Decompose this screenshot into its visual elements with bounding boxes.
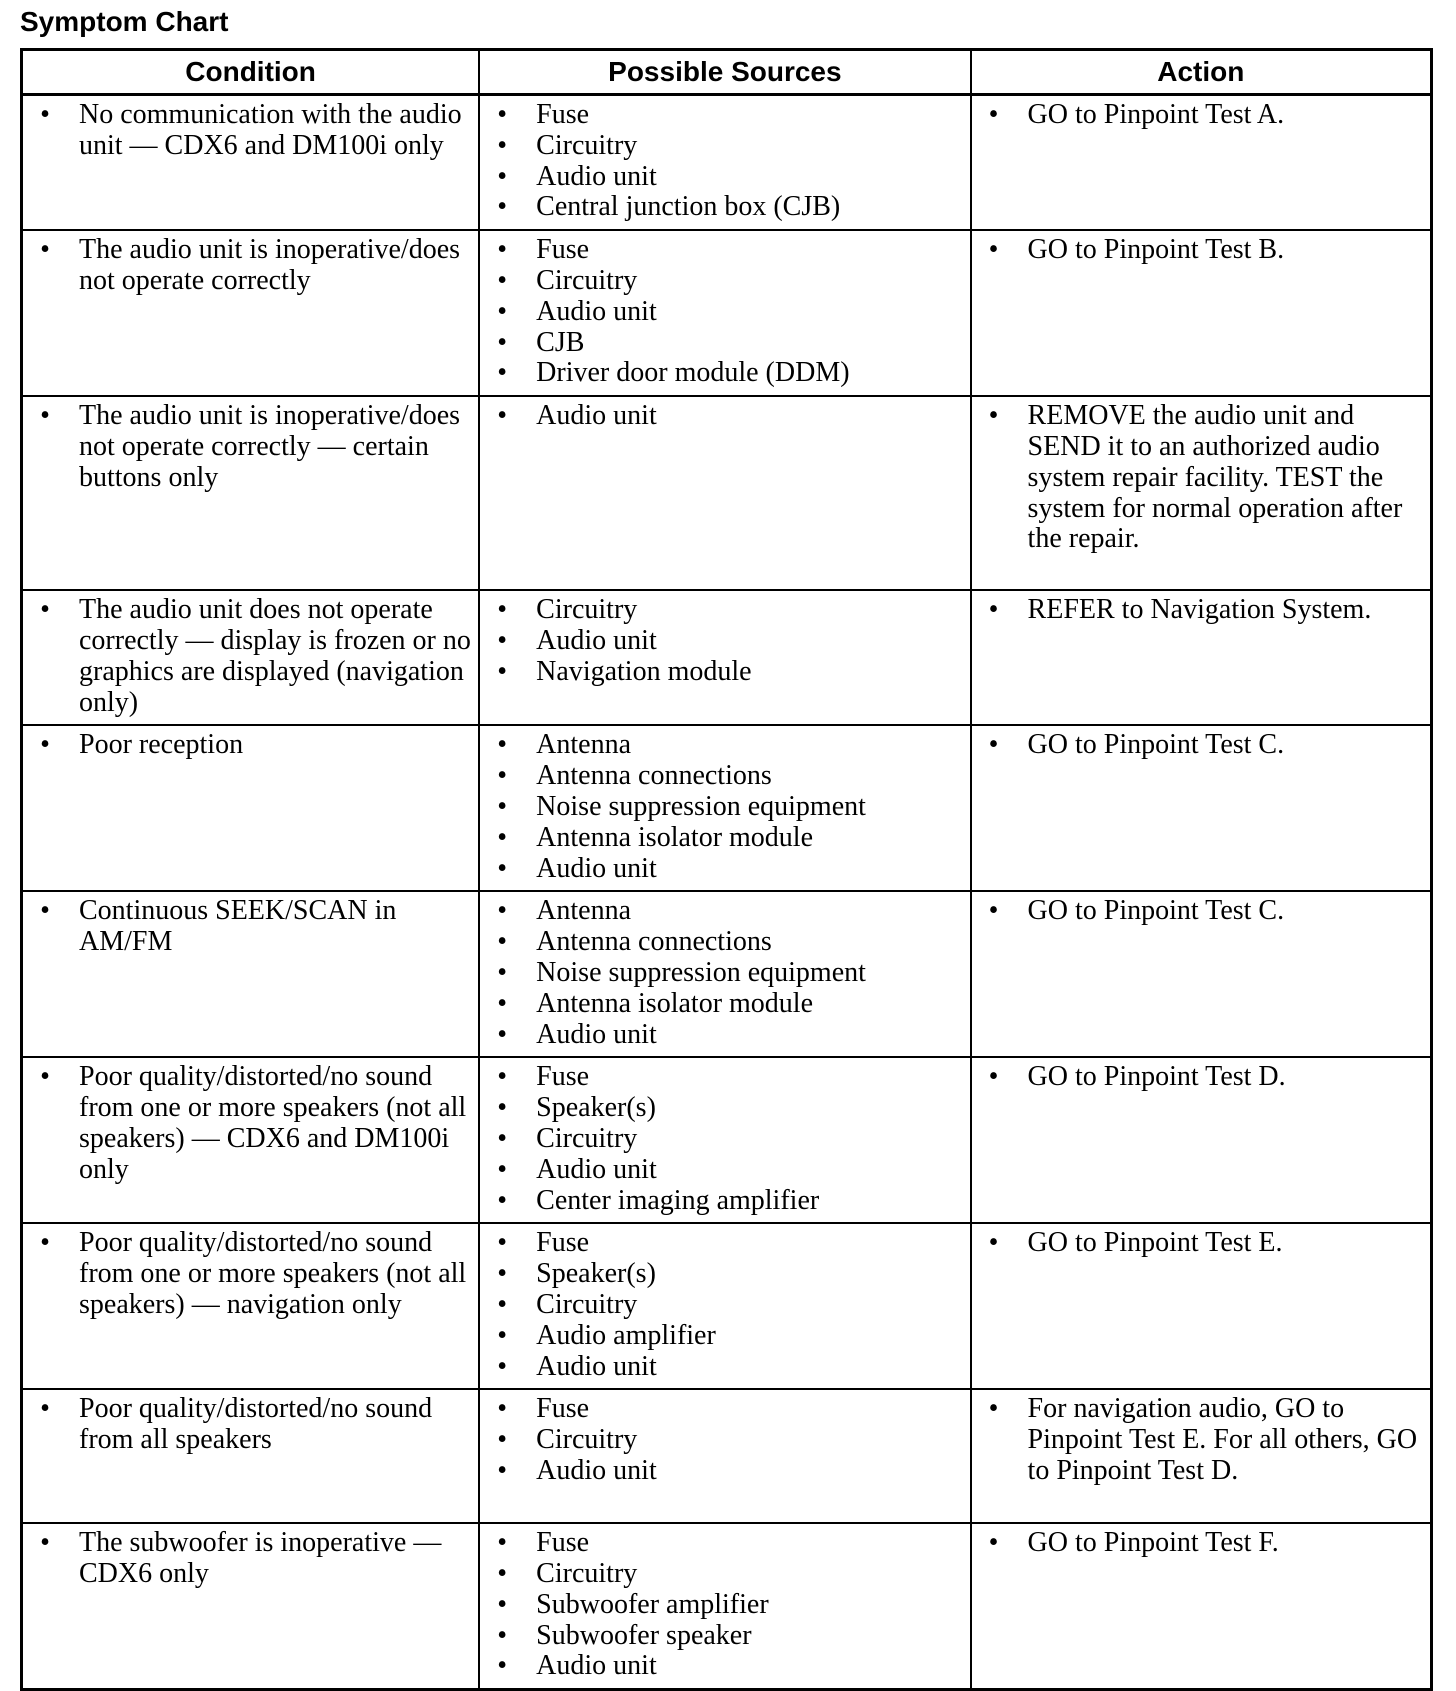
bullet-icon: • (497, 1319, 508, 1351)
bullet-icon: • (497, 1288, 508, 1320)
action-cell (971, 891, 1432, 1057)
sources-text: Circuitry (536, 264, 638, 296)
list-item (982, 1062, 1424, 1093)
table-header-row (22, 50, 1432, 95)
action-text: GO to Pinpoint Test D. (1027, 1061, 1286, 1093)
action-cell (971, 396, 1432, 590)
action-list (972, 1224, 1430, 1265)
list-item (490, 358, 963, 389)
sources-text: CJB (536, 326, 585, 358)
condition-list (23, 591, 478, 724)
list-item (490, 297, 963, 328)
bullet-icon: • (497, 99, 508, 130)
bullet-icon: • (988, 1393, 999, 1425)
sources-cell (479, 891, 970, 1057)
action-cell (971, 95, 1432, 231)
bullet-icon: • (988, 234, 999, 266)
condition-list (23, 1058, 478, 1191)
condition-list (23, 397, 478, 499)
list-item (490, 328, 963, 359)
bullet-icon: • (497, 357, 508, 389)
list-item (490, 1186, 963, 1217)
condition-text: The audio unit is inoperative/does not operate correctly — certain buttons only (79, 400, 461, 493)
action-list (972, 726, 1430, 767)
bullet-icon: • (40, 1061, 50, 1093)
sources-text: Circuitry (536, 1558, 638, 1590)
sources-text: Circuitry (536, 1288, 638, 1320)
bullet-icon: • (497, 1588, 508, 1620)
list-item (490, 1621, 963, 1652)
list-item (490, 1228, 963, 1259)
bullet-icon: • (988, 594, 999, 626)
bullet-icon: • (497, 1061, 508, 1093)
action-text: REMOVE the audio unit and SEND it to an authorized audio system repair facility. TEST the system for normal operation after the repair. (1027, 400, 1403, 555)
list-item (490, 927, 963, 958)
bullet-icon: • (497, 1227, 508, 1259)
bullet-icon: • (40, 234, 50, 266)
sources-text: Fuse (536, 1227, 590, 1259)
list-item (982, 401, 1424, 555)
sources-list (480, 96, 969, 229)
list-item (490, 100, 963, 131)
bullet-icon: • (497, 852, 508, 884)
table-row (22, 590, 1432, 725)
condition-cell (22, 1057, 480, 1223)
action-cell (971, 590, 1432, 725)
sources-text: Audio unit (536, 852, 657, 884)
action-cell (971, 1523, 1432, 1689)
list-item (490, 1352, 963, 1383)
action-cell (971, 1057, 1432, 1223)
action-cell (971, 725, 1432, 891)
bullet-icon: • (497, 160, 508, 192)
table-row (22, 95, 1432, 231)
sources-list (480, 726, 969, 890)
condition-list (23, 1390, 478, 1462)
sources-text: Antenna (536, 729, 632, 761)
list-item (982, 595, 1424, 626)
list-item (982, 100, 1424, 131)
list-item (490, 1321, 963, 1352)
condition-cell (22, 95, 480, 231)
bullet-icon: • (497, 1424, 508, 1456)
sources-text: Audio unit (536, 295, 657, 327)
sources-list (480, 231, 969, 395)
action-list (972, 892, 1430, 933)
condition-cell (22, 891, 480, 1057)
sources-text: Fuse (536, 234, 590, 266)
list-item (490, 1651, 963, 1682)
bullet-icon: • (497, 1018, 508, 1050)
sources-text: Speaker(s) (536, 1258, 656, 1290)
bullet-icon: • (497, 1258, 508, 1290)
sources-cell (479, 1057, 970, 1223)
action-list (972, 397, 1430, 561)
bullet-icon: • (988, 729, 999, 761)
list-item (490, 823, 963, 854)
list-item (490, 657, 963, 688)
sources-text: Circuitry (536, 1122, 638, 1154)
list-item (490, 1528, 963, 1559)
condition-list (23, 892, 478, 964)
list-item (490, 192, 963, 223)
sources-text: Navigation module (536, 655, 752, 687)
list-item (490, 1062, 963, 1093)
sources-text: Audio unit (536, 624, 657, 656)
action-text: GO to Pinpoint Test F. (1027, 1527, 1279, 1559)
sources-text: Fuse (536, 1061, 590, 1093)
action-cell (971, 230, 1432, 396)
action-list (972, 1524, 1430, 1565)
sources-cell (479, 230, 970, 396)
bullet-icon: • (497, 655, 508, 687)
sources-list (480, 397, 969, 438)
list-item (490, 1394, 963, 1425)
bullet-icon: • (497, 326, 508, 358)
sources-text: Circuitry (536, 129, 638, 161)
bullet-icon: • (497, 821, 508, 853)
table-row (22, 230, 1432, 396)
bullet-icon: • (40, 594, 50, 626)
bullet-icon: • (988, 1061, 999, 1093)
condition-list (23, 1524, 478, 1596)
condition-text: The audio unit does not operate correctly — display is frozen or no graphics are displayed (navigation only) (79, 594, 471, 718)
bullet-icon: • (497, 987, 508, 1019)
action-text: GO to Pinpoint Test A. (1027, 99, 1285, 130)
sources-cell (479, 1523, 970, 1689)
table-row (22, 1523, 1432, 1689)
condition-cell (22, 1223, 480, 1389)
bullet-icon: • (497, 1558, 508, 1590)
list-item (490, 1259, 963, 1290)
list-item (490, 1020, 963, 1051)
bullet-icon: • (988, 895, 999, 927)
sources-list (480, 1224, 969, 1388)
sources-text: Subwoofer amplifier (536, 1588, 769, 1620)
sources-text: Central junction box (CJB) (536, 191, 841, 223)
list-item (490, 1425, 963, 1456)
sources-text: Noise suppression equipment (536, 956, 866, 988)
table-row (22, 1057, 1432, 1223)
list-item (490, 854, 963, 885)
sources-text: Speaker(s) (536, 1092, 656, 1124)
header-condition: Condition (22, 50, 480, 95)
action-list (972, 1390, 1430, 1492)
sources-cell (479, 1389, 970, 1523)
bullet-icon: • (497, 1619, 508, 1651)
list-item (490, 266, 963, 297)
list-item (490, 1590, 963, 1621)
condition-text: Poor quality/distorted/no sound from one or more speakers (not all speakers) — navigation only (79, 1227, 467, 1320)
action-cell (971, 1223, 1432, 1389)
list-item (490, 896, 963, 927)
bullet-icon: • (40, 1227, 50, 1259)
action-text: GO to Pinpoint Test C. (1027, 895, 1285, 927)
table-row (22, 1389, 1432, 1523)
action-text: GO to Pinpoint Test E. (1027, 1227, 1283, 1259)
list-item (490, 626, 963, 657)
condition-cell (22, 725, 480, 891)
sources-text: Audio unit (536, 1153, 657, 1185)
sources-list (480, 892, 969, 1056)
list-item (33, 100, 472, 162)
list-item (33, 1228, 472, 1320)
list-item (33, 730, 472, 761)
sources-text: Driver door module (DDM) (536, 357, 850, 389)
list-item (33, 401, 472, 493)
bullet-icon: • (497, 295, 508, 327)
condition-cell (22, 396, 480, 590)
bullet-icon: • (497, 1527, 508, 1559)
sources-text: Audio amplifier (536, 1319, 716, 1351)
action-cell (971, 1389, 1432, 1523)
condition-text: Poor quality/distorted/no sound from all speakers (79, 1393, 433, 1456)
bullet-icon: • (40, 99, 50, 130)
list-item (490, 1155, 963, 1186)
sources-text: Circuitry (536, 1424, 638, 1456)
list-item (490, 162, 963, 193)
table-body (22, 95, 1432, 1690)
list-item (982, 1228, 1424, 1259)
sources-cell (479, 396, 970, 590)
bullet-icon: • (497, 1650, 508, 1682)
condition-cell (22, 230, 480, 396)
list-item (490, 761, 963, 792)
sources-list (480, 1058, 969, 1222)
action-list (972, 1058, 1430, 1099)
sources-text: Circuitry (536, 594, 638, 626)
sources-text: Audio unit (536, 1350, 657, 1382)
bullet-icon: • (497, 956, 508, 988)
list-item (33, 595, 472, 718)
action-text: GO to Pinpoint Test C. (1027, 729, 1285, 761)
bullet-icon: • (497, 1454, 508, 1486)
list-item (982, 235, 1424, 266)
sources-text: Center imaging amplifier (536, 1184, 820, 1216)
condition-text: The audio unit is inoperative/does not operate correctly (79, 234, 461, 296)
list-item (982, 730, 1424, 761)
list-item (33, 1394, 472, 1456)
condition-text: Poor reception (79, 729, 244, 761)
sources-text: Audio unit (536, 400, 657, 432)
table-row (22, 891, 1432, 1057)
symptom-table (20, 48, 1433, 1691)
bullet-icon: • (497, 1350, 508, 1382)
bullet-icon: • (988, 400, 999, 432)
sources-text: Subwoofer speaker (536, 1619, 752, 1651)
bullet-icon: • (497, 624, 508, 656)
sources-cell (479, 95, 970, 231)
sources-cell (479, 1223, 970, 1389)
sources-cell (479, 725, 970, 891)
sources-text: Audio unit (536, 1018, 657, 1050)
list-item (490, 730, 963, 761)
sources-text: Antenna isolator module (536, 987, 813, 1019)
action-list (972, 231, 1430, 272)
bullet-icon: • (497, 191, 508, 223)
action-list (972, 96, 1430, 137)
list-item (490, 989, 963, 1020)
bullet-icon: • (497, 594, 508, 626)
action-text: For navigation audio, GO to Pinpoint Test E. For all others, GO to Pinpoint Test D. (1027, 1393, 1418, 1486)
list-item (490, 1093, 963, 1124)
table-row (22, 1223, 1432, 1389)
table-row (22, 725, 1432, 891)
list-item (982, 1528, 1424, 1559)
bullet-icon: • (40, 400, 50, 432)
bullet-icon: • (988, 1227, 999, 1259)
bullet-icon: • (497, 729, 508, 761)
bullet-icon: • (988, 1527, 999, 1559)
condition-list (23, 231, 478, 303)
table-row (22, 396, 1432, 590)
condition-text: The subwoofer is inoperative — CDX6 only (79, 1527, 442, 1590)
sources-list (480, 591, 969, 693)
sources-text: Audio unit (536, 1454, 657, 1486)
list-item (490, 1456, 963, 1487)
list-item (33, 896, 472, 958)
list-item (490, 595, 963, 626)
list-item (490, 792, 963, 823)
sources-list (480, 1390, 969, 1492)
list-item (982, 1394, 1424, 1486)
header-possible-sources: Possible Sources (479, 50, 970, 95)
list-item (490, 401, 963, 432)
bullet-icon: • (497, 1122, 508, 1154)
header-action: Action (971, 50, 1432, 95)
bullet-icon: • (497, 895, 508, 927)
bullet-icon: • (40, 729, 50, 761)
bullet-icon: • (497, 1184, 508, 1216)
action-text: GO to Pinpoint Test B. (1027, 234, 1285, 266)
sources-text: Antenna (536, 895, 632, 927)
sources-text: Fuse (536, 1527, 590, 1559)
list-item (33, 1528, 472, 1590)
chart-title: Symptom Chart (20, 6, 229, 37)
sources-text: Antenna connections (536, 760, 772, 792)
condition-text: Poor quality/distorted/no sound from one or more speakers (not all speakers) — CDX6 and DM100i only (79, 1061, 467, 1185)
condition-cell (22, 1389, 480, 1523)
list-item (490, 131, 963, 162)
bullet-icon: • (40, 895, 50, 927)
bullet-icon: • (497, 1393, 508, 1425)
list-item (33, 1062, 472, 1185)
bullet-icon: • (497, 1153, 508, 1185)
list-item (490, 235, 963, 266)
sources-text: Antenna connections (536, 926, 772, 958)
bullet-icon: • (497, 1092, 508, 1124)
bullet-icon: • (988, 99, 999, 130)
condition-cell (22, 1523, 480, 1689)
bullet-icon: • (497, 926, 508, 958)
list-item (490, 1559, 963, 1590)
condition-list (23, 726, 478, 767)
list-item (982, 896, 1424, 927)
bullet-icon: • (497, 129, 508, 161)
sources-text: Audio unit (536, 1650, 657, 1682)
bullet-icon: • (497, 400, 508, 432)
sources-text: Fuse (536, 99, 590, 130)
sources-text: Fuse (536, 1393, 590, 1425)
sources-text: Antenna isolator module (536, 821, 813, 853)
sources-list (480, 1524, 969, 1688)
list-item (33, 235, 472, 297)
list-item (490, 1124, 963, 1155)
action-list (972, 591, 1430, 632)
bullet-icon: • (497, 760, 508, 792)
sources-text: Noise suppression equipment (536, 790, 866, 822)
action-text: REFER to Navigation System. (1027, 594, 1372, 626)
sources-text: Audio unit (536, 160, 657, 192)
condition-cell (22, 590, 480, 725)
bullet-icon: • (497, 264, 508, 296)
bullet-icon: • (40, 1527, 50, 1559)
condition-list (23, 96, 478, 168)
condition-list (23, 1224, 478, 1326)
condition-text: Continuous SEEK/SCAN in AM/FM (79, 895, 397, 958)
bullet-icon: • (497, 234, 508, 266)
condition-text: No communication with the audio unit — CDX6 and DM100i only (79, 99, 462, 161)
bullet-icon: • (40, 1393, 50, 1425)
list-item (490, 1290, 963, 1321)
sources-cell (479, 590, 970, 725)
bullet-icon: • (497, 790, 508, 822)
list-item (490, 958, 963, 989)
